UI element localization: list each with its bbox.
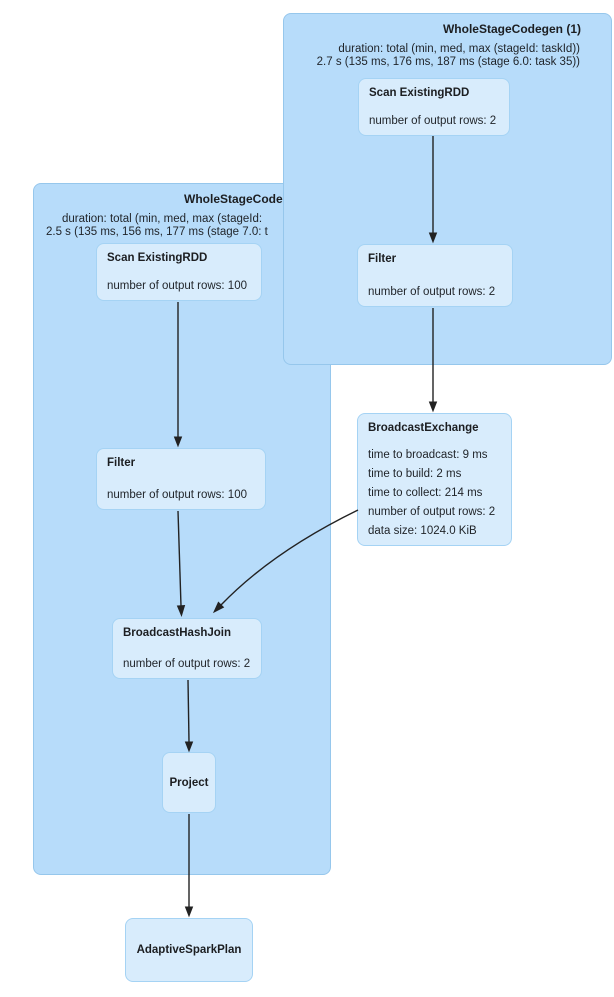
node-scan-existingrdd-1 [358, 78, 510, 136]
node-project-title: Project [169, 776, 209, 789]
metric-time-to-broadcast: time to broadcast: 9 ms [368, 449, 488, 461]
node-scan-existingrdd-1-metric: number of output rows: 2 [369, 115, 497, 127]
metric-data-size: data size: 1024.0 KiB [368, 525, 477, 537]
node-adaptive-spark-plan [125, 918, 253, 982]
edge-project-asp-arrowhead [186, 907, 193, 916]
node-project [162, 752, 216, 813]
node-filter-2 [96, 448, 266, 510]
node-filter-2-title: Filter [107, 457, 136, 469]
node-broadcast-hash-join-metric: number of output rows: 2 [123, 658, 251, 670]
node-broadcast-hash-join-title: BroadcastHashJoin [123, 627, 232, 639]
metric-time-to-collect: time to collect: 214 ms [368, 487, 483, 499]
edge-filter1-broadcastexchange-arrowhead [430, 402, 437, 411]
node-broadcast-exchange [357, 413, 512, 546]
node-filter-1-metric: number of output rows: 2 [368, 286, 496, 298]
metric-output-rows: number of output rows: 2 [368, 506, 496, 518]
node-broadcast-hash-join [112, 618, 262, 679]
node-filter-2-metric: number of output rows: 100 [107, 489, 247, 501]
cluster-wholestagecodegen-1 [283, 13, 612, 365]
cluster-1-duration-value: 2.7 s (135 ms, 176 ms, 187 ms (stage 6.0: task 35)) [316, 56, 580, 68]
node-broadcast-exchange-metrics [368, 446, 501, 541]
cluster-1-duration-label: duration: total (min, med, max (stageId: taskId)) [338, 43, 580, 55]
metric-time-to-build: time to build: 2 ms [368, 468, 462, 480]
node-scan-existingrdd-2-metric: number of output rows: 100 [107, 280, 247, 292]
cluster-1-title: WholeStageCodegen (1) [442, 22, 581, 36]
node-adaptive-spark-plan-title: AdaptiveSparkPlan [136, 944, 242, 956]
node-broadcast-exchange-title: BroadcastExchange [368, 422, 479, 434]
cluster-2-duration-value: 2.5 s (135 ms, 156 ms, 177 ms (stage 7.0: t [46, 226, 268, 238]
node-scan-existingrdd-2 [96, 243, 262, 301]
cluster-2-title: WholeStageCode [184, 192, 283, 206]
cluster-2-duration-label: duration: total (min, med, max (stageId: [62, 213, 263, 225]
node-scan-existingrdd-2-title: Scan ExistingRDD [107, 252, 208, 264]
node-filter-1-title: Filter [368, 253, 397, 265]
node-scan-existingrdd-1-title: Scan ExistingRDD [369, 87, 470, 99]
node-filter-1 [357, 244, 513, 307]
